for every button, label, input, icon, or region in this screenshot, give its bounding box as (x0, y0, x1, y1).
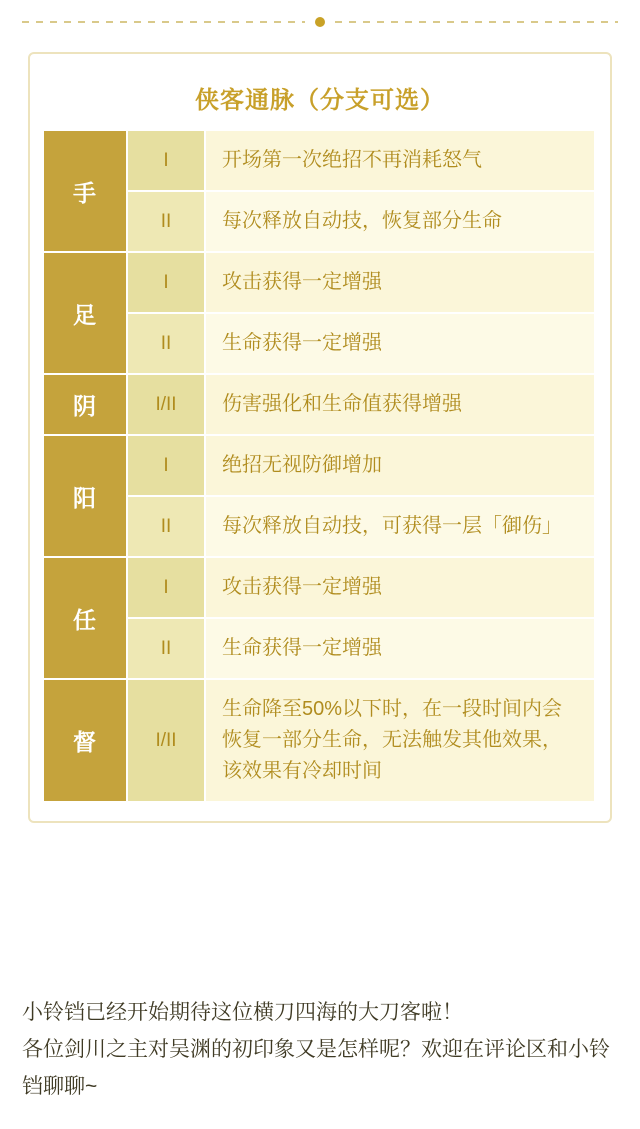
table-row (44, 618, 595, 679)
desc-cell: 生命获得一定增强 (205, 313, 595, 374)
desc-cell: 生命获得一定增强 (205, 618, 595, 679)
group-cell-ren: 任 (44, 557, 127, 679)
footer-line-1: 小铃铛已经开始期待这位横刀四海的大刀客啦！ (22, 1001, 463, 1024)
table-row (44, 252, 595, 313)
desc-cell: 绝招无视防御增加 (205, 435, 595, 496)
level-cell: I/II (127, 679, 205, 802)
desc-cell: 生命降至50%以下时，在一段时间内会恢复一部分生命，无法触发其他效果，该效果有冷却时间 (205, 679, 595, 802)
level-cell: II (127, 496, 205, 557)
desc-cell: 开场第一次绝招不再消耗怒气 (205, 131, 595, 191)
meridian-card (28, 52, 612, 823)
level-cell: I (127, 557, 205, 618)
meridian-table (44, 131, 596, 803)
divider-dash-left (22, 21, 305, 23)
level-cell: II (127, 191, 205, 252)
meridian-table-body (44, 131, 595, 802)
table-row (44, 374, 595, 435)
table-row (44, 131, 595, 191)
desc-cell: 伤害强化和生命值获得增强 (205, 374, 595, 435)
footer-text (22, 995, 618, 1105)
divider-dash-right (335, 21, 618, 23)
table-row (44, 496, 595, 557)
table-row (44, 313, 595, 374)
group-cell-shou: 手 (44, 131, 127, 252)
footer-line-2: 各位剑川之主对吴渊的初印象又是怎样呢？欢迎在评论区和小铃铛聊聊~ (22, 1037, 610, 1098)
desc-cell: 攻击获得一定增强 (205, 252, 595, 313)
desc-cell: 每次释放自动技，恢复部分生命 (205, 191, 595, 252)
table-row (44, 435, 595, 496)
group-cell-yin: 阴 (44, 374, 127, 435)
level-cell: I (127, 435, 205, 496)
divider-dot-icon (315, 17, 325, 27)
table-row (44, 191, 595, 252)
level-cell: I/II (127, 374, 205, 435)
group-cell-yang: 阳 (44, 435, 127, 557)
level-cell: I (127, 252, 205, 313)
level-cell: II (127, 313, 205, 374)
level-cell: I (127, 131, 205, 191)
desc-cell: 每次释放自动技，可获得一层「御伤」 (205, 496, 595, 557)
table-row (44, 557, 595, 618)
table-row (44, 679, 595, 802)
level-cell: II (127, 618, 205, 679)
group-cell-zu: 足 (44, 252, 127, 374)
desc-cell: 攻击获得一定增强 (205, 557, 595, 618)
top-divider (22, 16, 618, 28)
card-title: 侠客通脉（分支可选） (195, 87, 445, 114)
group-cell-du: 督 (44, 679, 127, 802)
